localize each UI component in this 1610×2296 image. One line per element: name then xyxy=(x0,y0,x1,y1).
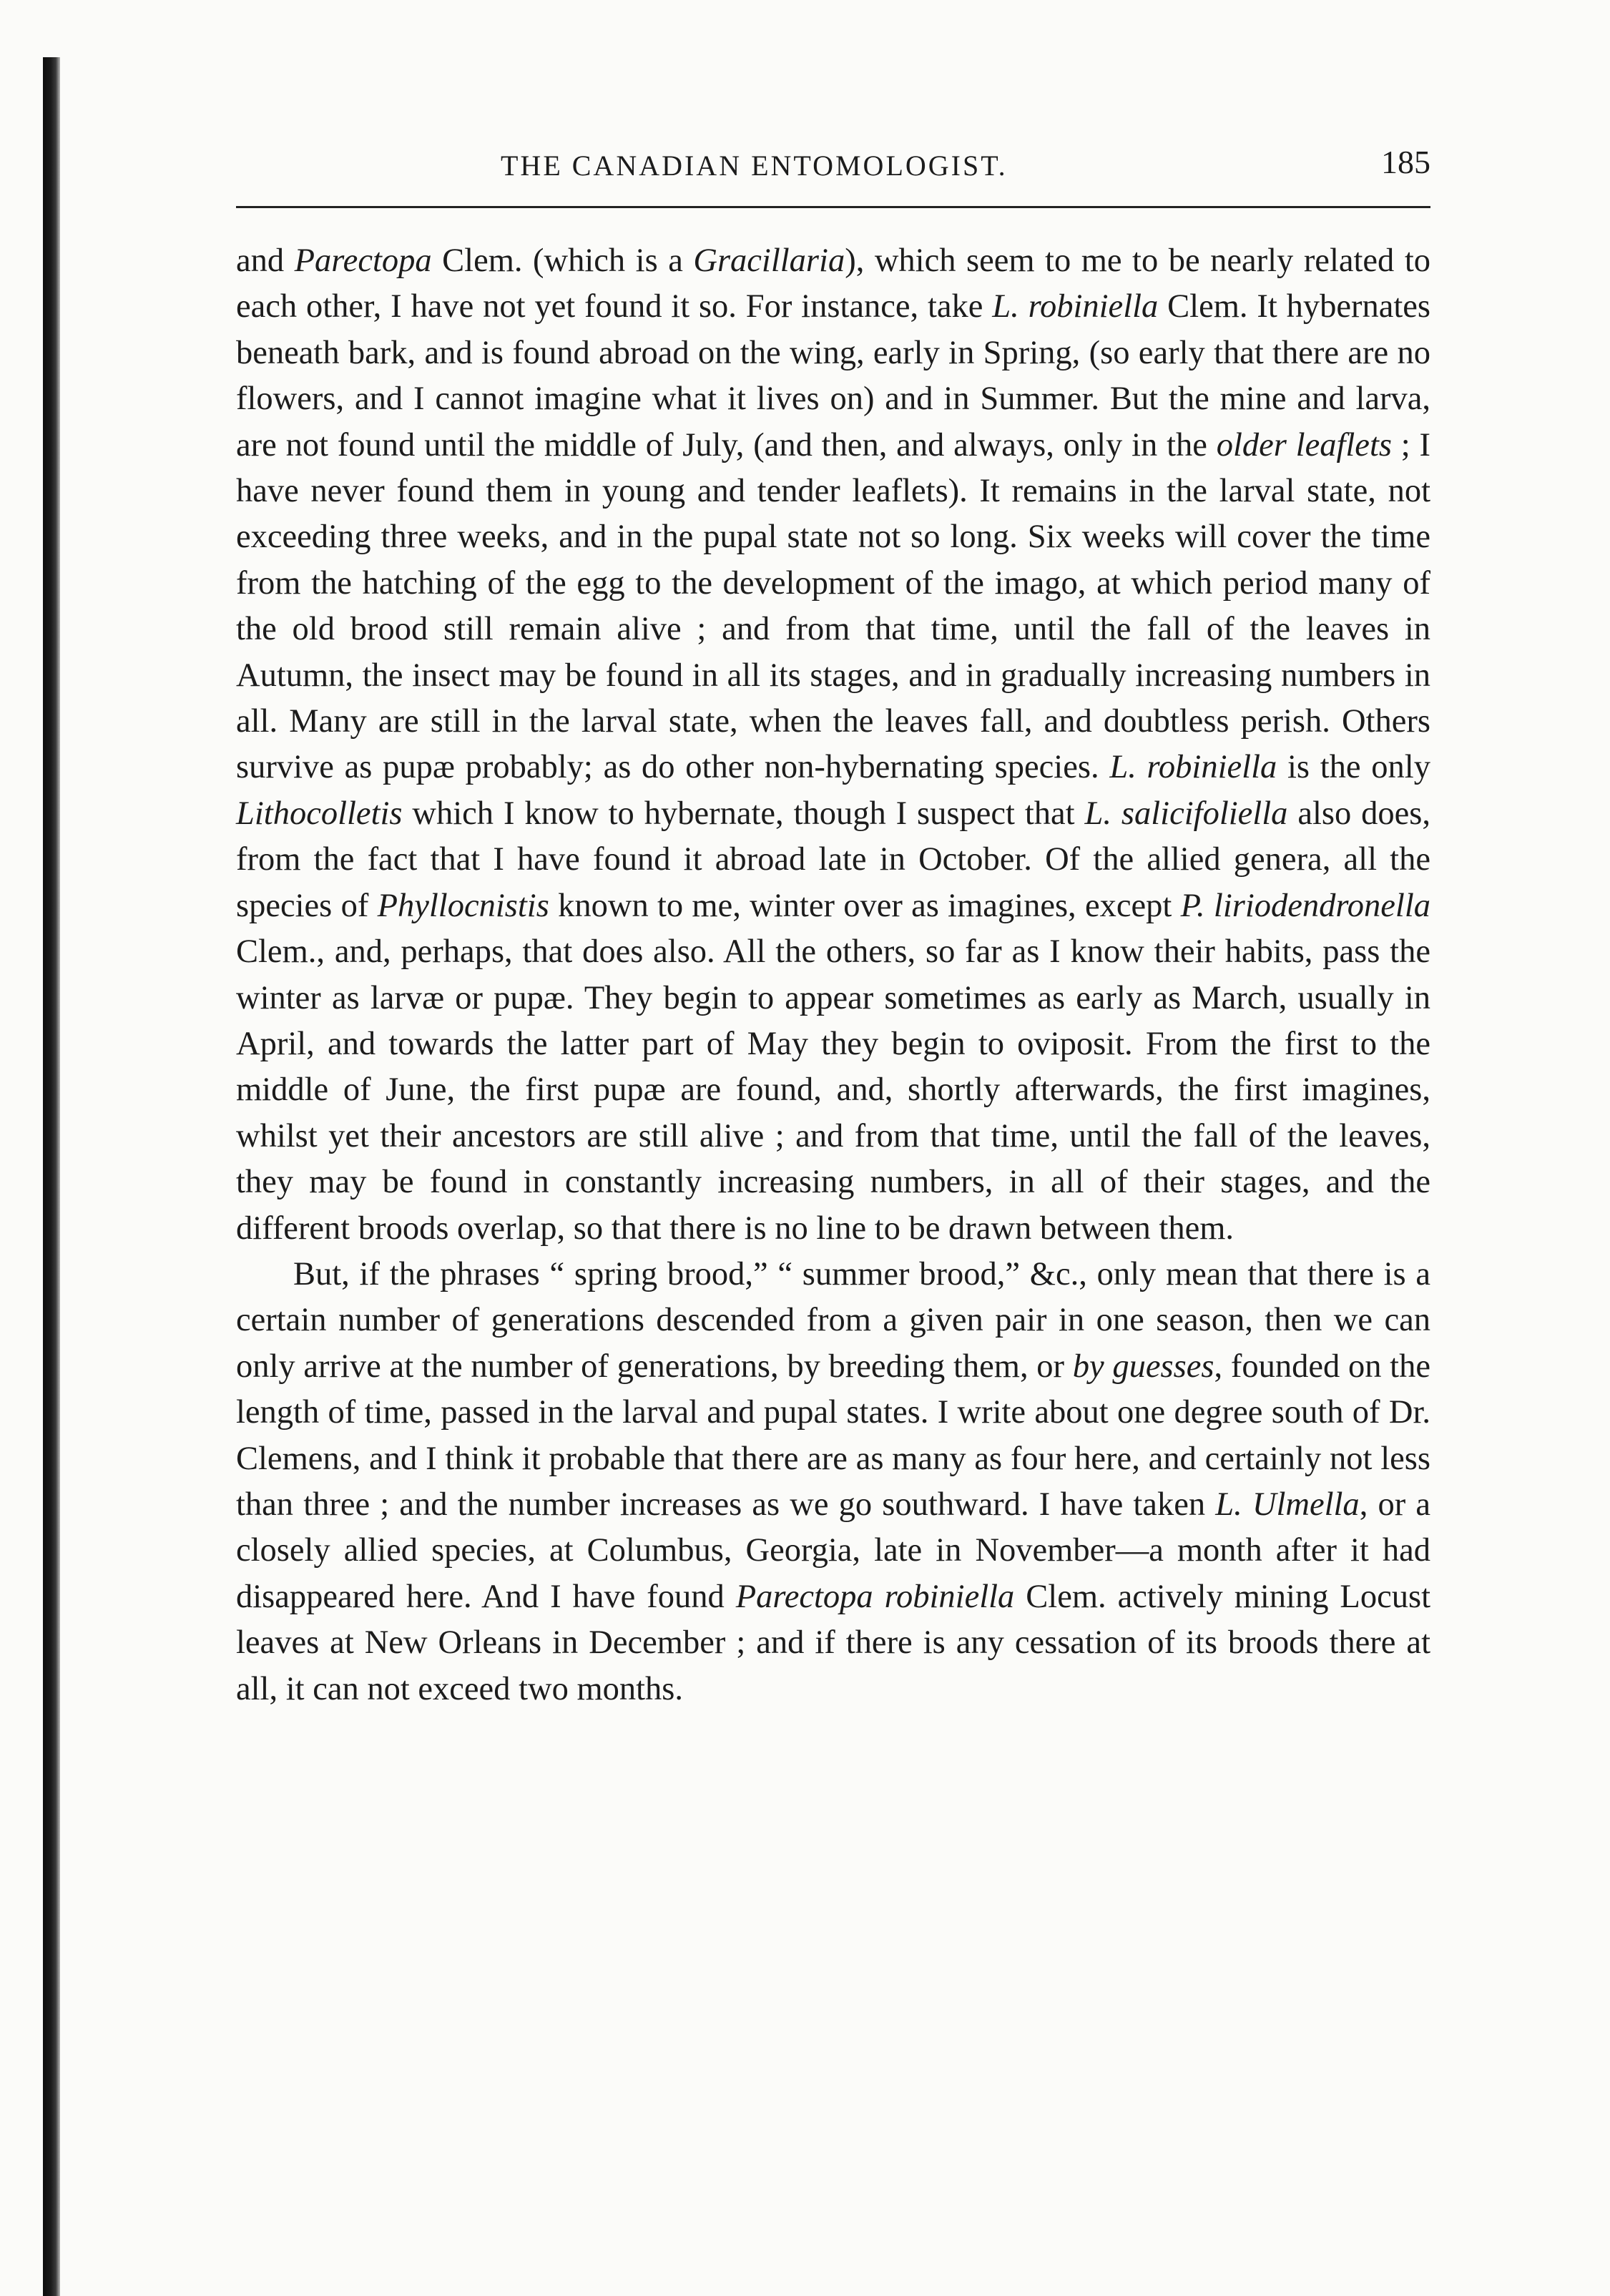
italic-term: Gracillaria xyxy=(693,242,845,279)
book-page xyxy=(236,143,1430,1712)
text-run: Clem. (which is a xyxy=(431,242,694,279)
italic-term: L. robiniella xyxy=(1109,749,1277,786)
italic-term: Parectopa robiniella xyxy=(735,1578,1015,1615)
text-run: ), which seem to me to be nearly related to each other, I have not yet found it so. For instance, take xyxy=(236,242,1430,325)
text-run: , or a closely allied species, at Columbus, Georgia, late in November—a month after it had disappeared here. And I have found xyxy=(236,1486,1430,1615)
journal-title: THE CANADIAN ENTOMOLOGIST. xyxy=(501,149,1008,182)
italic-term: Parectopa xyxy=(294,242,432,279)
paragraph xyxy=(236,238,1430,1252)
binding-edge-shadow xyxy=(43,57,60,2296)
italic-term: Phyllocnistis xyxy=(377,887,549,924)
text-run: known to me, winter over as imagines, except xyxy=(549,887,1181,924)
text-run: But, if the phrases “ spring brood,” “ summer brood,” &c., only mean that there is a certain number of generations descended from a given pair in one season, then we can only arrive at the number of generations, by breeding them, or xyxy=(236,1255,1430,1385)
paragraph xyxy=(236,1252,1430,1712)
text-run: ; I have never found them in young and tender leaflets). It remains in the larval state, not exceeding three weeks, and in the pupal state not so long. Six weeks will cover the time from the hatching of the egg to the development of the imago, at which period many of the old brood still remain alive ; and from that time, until the fall of the leaves in Autumn, the insect may be found in all its stages, and in gradually increasing numbers in all. Many are still in the larval state, when the leaves fall, and doubtless perish. Others survive as pupæ probably; as do other non-hybernating species. xyxy=(236,426,1430,786)
text-run: is the only xyxy=(1277,749,1430,786)
italic-term: P. liriodendronella xyxy=(1180,887,1431,924)
italic-term: older leaflets xyxy=(1216,426,1392,463)
text-run: Clem. It hybernates beneath bark, and is found abroad on the wing, early in Spring, (so early that there are no flowers, and I cannot imagine what it lives on) and in Summer. But the mine and larva, are not found until the middle of July, (and then, and always, only in the xyxy=(236,288,1430,463)
italic-term: L. Ulmella xyxy=(1215,1486,1360,1523)
text-run: which I know to hybernate, though I suspect that xyxy=(402,795,1085,832)
italic-term: L. salicifoliella xyxy=(1084,795,1288,832)
header-rule xyxy=(236,206,1430,208)
text-run: , founded on the length of time, passed in the larval and pupal states. I write about one degree south of Dr. Clemens, and I think it probable that there are as many as four here, and certainly not less than three ; and the number increases as we go southward. I have taken xyxy=(236,1348,1430,1523)
text-run: also does, from the fact that I have found it abroad late in October. Of the allied genera, all the species of xyxy=(236,795,1431,924)
italic-term: by guesses xyxy=(1072,1348,1214,1385)
text-run: Clem. actively mining Locust leaves at New Orleans in December ; and if there is any cessation of its broods there at all, it can not exceed two months. xyxy=(236,1578,1430,1707)
body-text xyxy=(236,238,1430,1712)
italic-term: L. robiniella xyxy=(992,288,1159,325)
text-run: and xyxy=(236,242,295,279)
italic-term: Lithocolletis xyxy=(236,795,403,832)
page-number: 185 xyxy=(1381,144,1430,180)
text-run: Clem., and, perhaps, that does also. All the others, so far as I know their habits, pass the winter as larvæ or pupæ. They begin to appear sometimes as early as March, usually in April, and towards the latter part of May they begin to oviposit. From the first to the middle of June, the first pupæ are found, and, shortly afterwards, the first imagines, whilst yet their ancestors are still alive ; and from that time, until the fall of the leaves, they may be found in constantly increasing numbers, in all of their stages, and the different broods overlap, so that there is no line to be drawn between them. xyxy=(236,933,1430,1247)
running-head xyxy=(236,143,1430,193)
